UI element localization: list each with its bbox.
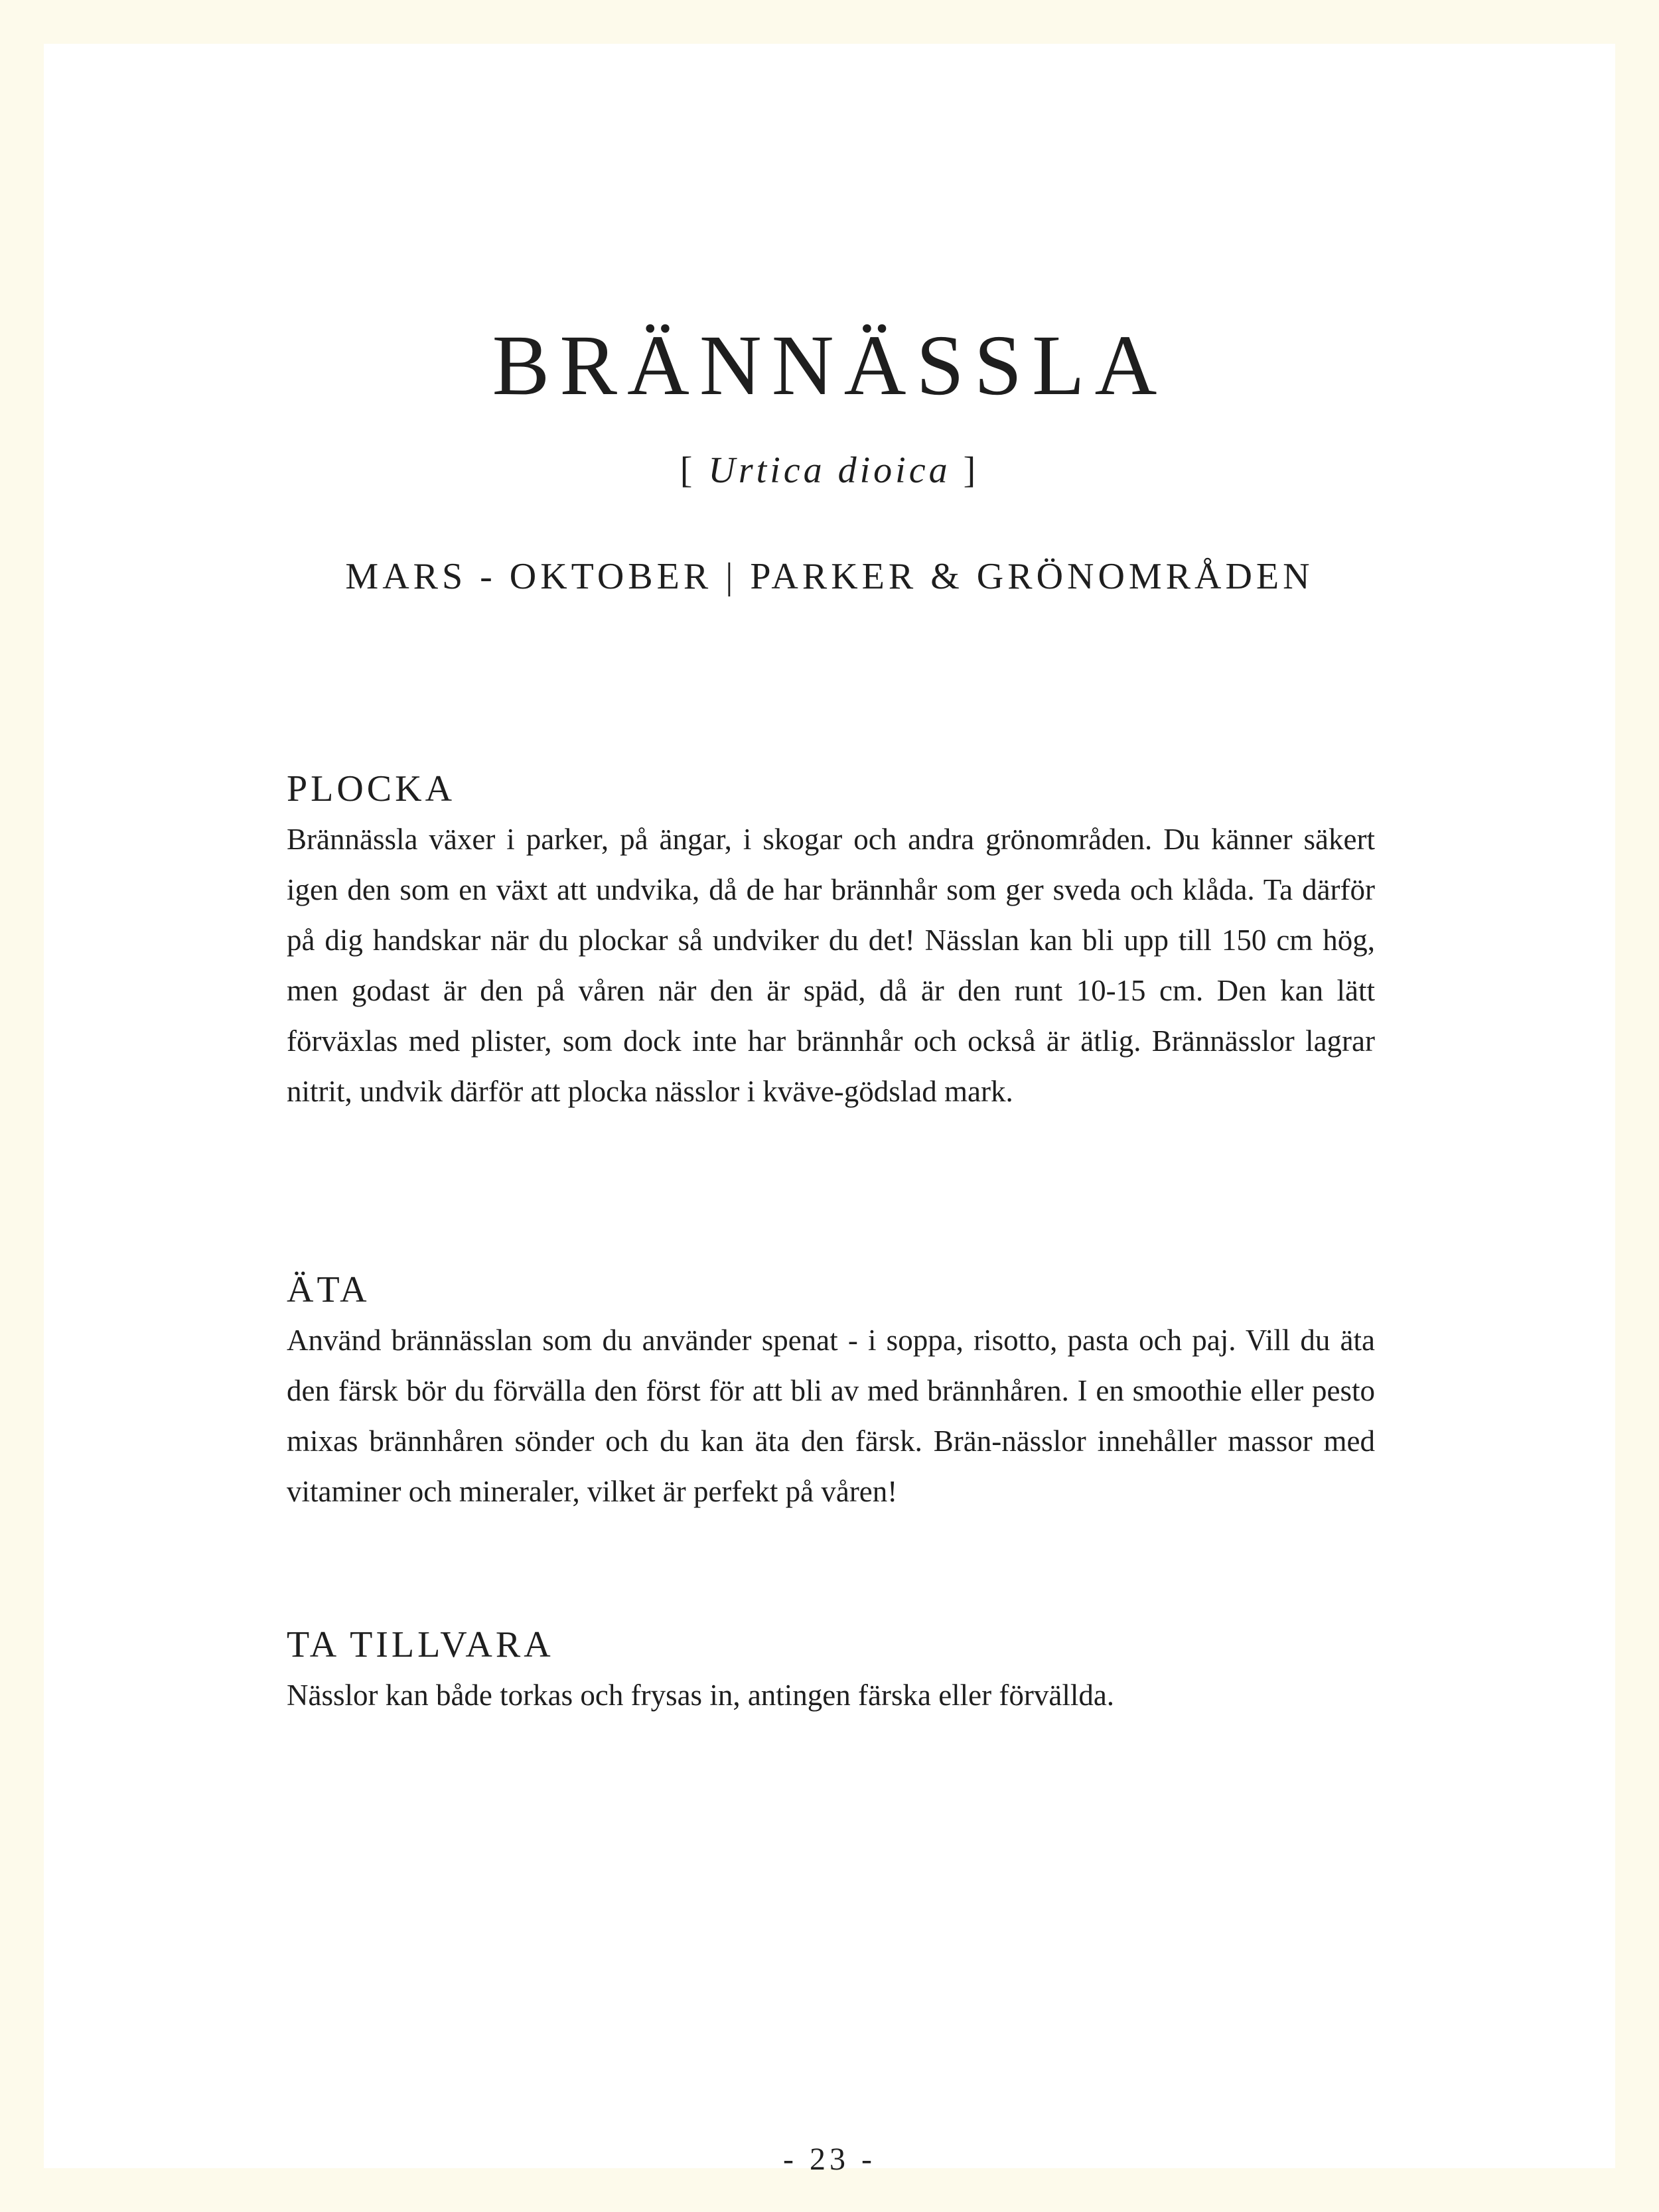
latin-name: Urtica dioica: [708, 450, 951, 491]
page: [44, 44, 1615, 2177]
page-number: - 23 -: [783, 2142, 876, 2177]
latin-bracket-open: [: [680, 450, 709, 491]
section-ta-tillvara: [287, 1620, 1375, 1720]
section-body: Brännässla växer i parker, på ängar, i skogar och andra grönområden. Du känner säkert igen den som en växt att undvika, då de har brännhår som ger sveda och klåda. Ta därför på dig handskar när du plockar så undviker du det! Nässlan kan bli upp till 150 cm hög, men godast är den på våren när den är späd, då är den runt 10-15 cm. Den kan lätt förväxlas med plister, som dock inte har brännhår och också är ätlig. Brännässlor lagrar nitrit, undvik därför att plocka nässlor i kväve-gödslad mark.: [287, 823, 1375, 1108]
section-ata: [287, 1265, 1375, 1517]
latin-bracket-close: ]: [950, 450, 979, 491]
section-body: Nässlor kan både torkas och frysas in, antingen färska eller förvällda.: [287, 1679, 1115, 1712]
latin-name-line: [44, 452, 1615, 489]
page-title: BRÄNNÄSSLA: [492, 318, 1167, 413]
section-heading: PLOCKA: [287, 768, 456, 809]
section-body: Använd brännässlan som du använder spenat - i soppa, risotto, pasta och paj. Vill du äta den färsk bör du förvälla den först för att bli av med brännhåren. I en smoothie eller pesto mixas brännhåren sönder och du kan äta den färsk. Brän-nässlor innehåller massor med vitaminer och mineraler, vilket är perfekt på våren!: [287, 1324, 1375, 1508]
season-location-line: MARS - OKTOBER | PARKER & GRÖNOMRÅDEN: [345, 556, 1314, 597]
section-plocka: [287, 764, 1375, 1117]
section-heading: TA TILLVARA: [287, 1624, 554, 1665]
section-heading: ÄTA: [287, 1269, 370, 1310]
